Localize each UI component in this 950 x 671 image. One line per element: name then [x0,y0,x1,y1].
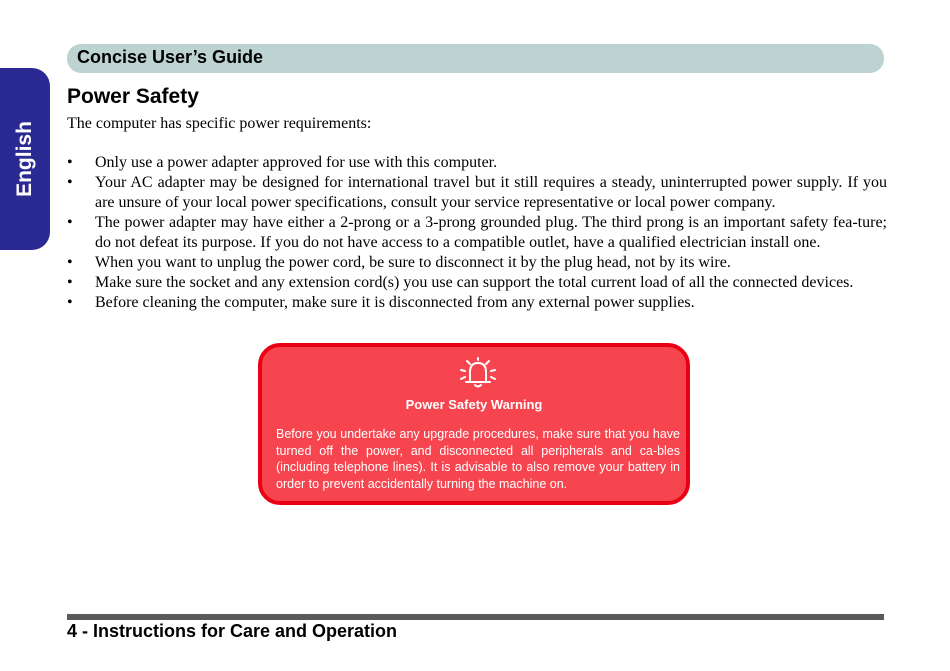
footer-page-label: 4 - Instructions for Care and Operation [67,621,398,641]
list-item: • When you want to unplug the power cord, be sure to disconnect it by the plug head, not by its wire. [67,253,887,273]
intro-text: The computer has specific power requirements: [67,115,372,132]
list-item: • Make sure the socket and any extension cord(s) you use can support the total current load of all the connected devices. [67,273,887,293]
warning-title: Power Safety Warning [405,397,543,412]
list-item: • Your AC adapter may be designed for international travel but it still requires a steady, uninterrupted power supply. If you are unsure of your local power specifications, consult your service representative or local power company. [67,173,887,213]
header-bar [67,44,884,73]
language-side-tab [0,68,50,250]
power-safety-warning-box [258,343,690,505]
warning-body: Before you undertake any upgrade procedures, make sure that you have turned off the power, and disconnected all peripherals and ca-bles (including telephone lines). It is advisable to also remove your battery in order to prevent accidentally turning the machine on. [276,427,680,491]
list-item: • Before cleaning the computer, make sure it is disconnected from any external power supplies. [67,293,887,313]
list-item: • Only use a power adapter approved for use with this computer. [67,153,887,173]
section-title: Power Safety [67,85,199,108]
side-tab-label: English [13,121,36,197]
guide-title: Concise User’s Guide [77,47,264,67]
footer-rule [67,614,884,620]
list-item: • The power adapter may have either a 2-prong or a 3-prong grounded plug. The third prong is an important safety fea-ture; do not defeat its purpose. If you do not have access to a compatible outlet, have a qualified electrician install one. [67,213,887,253]
power-requirements-list [67,153,887,313]
alarm-bell-icon [458,355,498,389]
